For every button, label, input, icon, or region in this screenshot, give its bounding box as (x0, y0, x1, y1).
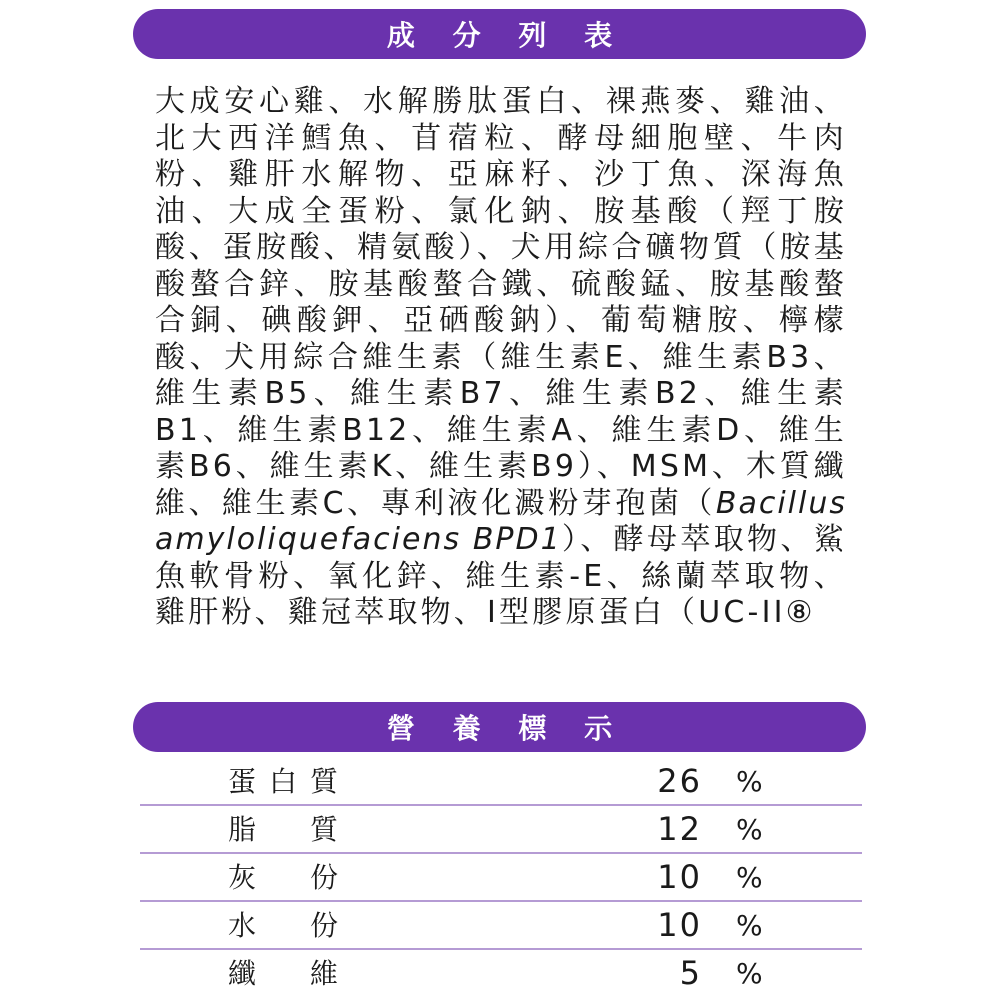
label-char: 份 (309, 909, 338, 942)
nutrition-value: 5 (679, 954, 702, 992)
label-char: 纖 (228, 957, 257, 990)
nutrition-row-fat (140, 806, 862, 854)
nutrition-label (228, 956, 338, 992)
label-char: 白 (268, 765, 297, 798)
probiotic-latin-name: Bacillus amyloliquefaciens BPD1 (155, 485, 847, 557)
nutrition-row-fiber (140, 950, 862, 998)
label-char: 蛋 (228, 765, 257, 798)
nutrition-value: 26 (657, 762, 702, 800)
label-char: 質 (309, 765, 338, 798)
nutrition-unit: % (736, 861, 763, 894)
nutrition-unit: % (736, 957, 763, 990)
ingredients-text-part-2: ）、酵母萃取物、鯊魚軟骨粉、氧化鋅、維生素-E、絲蘭萃取物、雞肝粉、雞冠萃取物、I型膠原蛋白（UC-II⑧ (155, 522, 847, 630)
nutrition-row-protein (140, 758, 862, 806)
label-char: 維 (309, 957, 338, 990)
label-char: 灰 (228, 861, 257, 894)
nutrition-value: 12 (657, 810, 702, 848)
label-char: 脂 (228, 813, 257, 846)
ingredients-title-banner (133, 9, 866, 59)
nutrition-label (228, 908, 338, 944)
nutrition-unit: % (736, 813, 763, 846)
nutrition-label (228, 764, 338, 800)
nutrition-row-ash (140, 854, 862, 902)
nutrition-label (228, 812, 338, 848)
nutrition-title-banner (133, 702, 866, 752)
label-char: 質 (309, 813, 338, 846)
label-char: 水 (228, 909, 257, 942)
nutrition-value: 10 (657, 858, 702, 896)
nutrition-row-moisture (140, 902, 862, 950)
ingredients-text-part-1: 大成安心雞、水解勝肽蛋白、裸燕麥、雞油、北大西洋鱈魚、苜蓿粒、酵母細胞壁、牛肉粉、雞肝水解物、亞麻籽、沙丁魚、深海魚油、大成全蛋粉、氯化鈉、胺基酸（羥丁胺酸、蛋胺酸、精氨酸）、犬用綜合礦物質（胺基酸螯合鋅、胺基酸螯合鐵、硫酸錳、胺基酸螯合銅、碘酸鉀、亞硒酸鈉）、葡萄糖胺、檸檬酸、犬用綜合維生素（維生素E、維生素B3、維生素B5、維生素B7、維生素B2、維生素B1、維生素B12、維生素A、維生素D、維生素B6、維生素K、維生素B9）、MSM、木質纖維、維生素C、專利液化澱粉芽孢菌（ (155, 84, 847, 521)
nutrition-table (140, 758, 862, 998)
ingredients-list (155, 84, 847, 632)
label-char: 份 (309, 861, 338, 894)
nutrition-value: 10 (657, 906, 702, 944)
nutrition-label (228, 860, 338, 896)
nutrition-title: 營 養 標 示 (386, 712, 627, 745)
ingredients-title: 成 分 列 表 (386, 19, 627, 52)
nutrition-unit: % (736, 765, 763, 798)
nutrition-unit: % (736, 909, 763, 942)
